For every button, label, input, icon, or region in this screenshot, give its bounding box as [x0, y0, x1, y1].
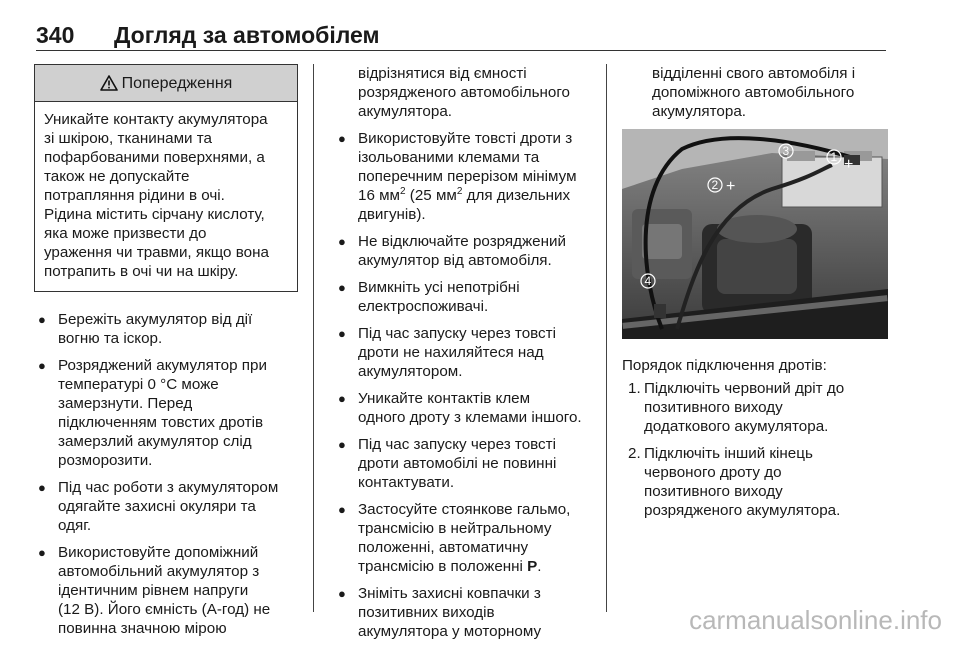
step-number: 1. [628, 380, 641, 397]
column-1 [34, 64, 298, 646]
bullet-dot: ● [38, 358, 46, 373]
callout-2: 2 [711, 178, 719, 192]
connection-steps [622, 379, 892, 520]
list-item: ● Зніміть захисні ковпачки з позитивних виходів акумулятора у моторному [338, 585, 542, 640]
warning-triangle-icon [100, 75, 118, 91]
warning-line: Рідина містить сірчану кислоту, [44, 206, 265, 223]
warning-box [34, 64, 298, 292]
list-item: ● Уникайте контактів клем одного дроту з клемами іншого. [338, 390, 582, 426]
list-item: ● Вимкніть усі непотрібні електроспоживачі. [338, 279, 520, 315]
engine-bay-jumpstart-photo [622, 129, 888, 339]
warning-line: пофарбованими поверхнями, а [44, 149, 265, 166]
warning-line: також не допускайте [44, 168, 190, 185]
warning-heading: Попередження [121, 74, 233, 92]
bullet-dot: ● [338, 437, 346, 452]
warning-line: потрапляння рідини в очі. [44, 187, 225, 204]
bullet-dot: ● [338, 391, 346, 406]
column-divider-1 [313, 64, 314, 612]
col1-bullet-list [34, 310, 298, 638]
bullet-dot: ● [38, 312, 46, 327]
list-item: ● Не відключайте розряджений акумулятор від автомобіля. [338, 233, 566, 269]
callout-1: 1 [830, 150, 838, 164]
bullet-dot: ● [38, 480, 46, 495]
list-item: ● Під час роботи з акумулятором одягайте захисні окуляри та одяг. [38, 479, 279, 534]
column-2 [334, 64, 604, 649]
col2-lead: відрізнятися від ємності розрядженого автомобільного акумулятора. [358, 65, 570, 120]
column-divider-2 [606, 64, 607, 612]
step-number: 2. [628, 445, 641, 462]
column-3 [622, 64, 892, 528]
list-item: 2. Підключіть інший кінець червоного дроту до позитивного виходу розрядженого акумулятора. [628, 445, 841, 519]
callout-4: 4 [644, 274, 652, 288]
warning-line: потрапить в очі чи на шкіру. [44, 263, 239, 280]
warning-header [35, 65, 297, 102]
gear-position-p: P [527, 558, 538, 575]
list-item: 1. Підключіть червоний дріт до позитивного виходу додаткового акумулятора. [628, 380, 845, 435]
list-item: ● Бережіть акумулятор від дії вогню та іскор. [38, 311, 253, 347]
plus-sign: + [726, 178, 736, 195]
bullet-dot: ● [338, 502, 346, 517]
header-rule [36, 50, 886, 51]
list-item: ● Використовуйте допоміжний автомобільний акумулятор з ідентичним рівнем напруги (12 В). Його ємність (А-год) не повинна значною мірою [38, 544, 271, 637]
warning-line: яка може призвести до [44, 225, 207, 242]
bullet-dot: ● [338, 234, 346, 249]
connection-heading: Порядок підключення дротів: [622, 357, 827, 374]
bullet-dot: ● [338, 326, 346, 341]
list-item: ● Використовуйте товсті дроти з ізольованими клемами та поперечним перерізом мінімум 16 $мм^2$ (25 $мм^2$ для дизельних двигунів). [338, 130, 577, 223]
warning-body [35, 102, 297, 291]
warning-line: зі шкірою, тканинами та [44, 130, 212, 147]
list-item: ● Розряджений акумулятор при температурі 0 °C може замерзнути. Перед підключенням товстих дротів замерзлий акумулятор слід розморозити. [38, 357, 267, 469]
list-item: ● Під час запуску через товсті дроти автомобілі не повинні контактувати. [338, 436, 557, 491]
page-title: Догляд за автомобілем [114, 22, 380, 48]
list-item: ● Під час запуску через товсті дроти не нахиляйтеся над акумулятором. [338, 325, 556, 380]
watermark: carmanualsonline.info [689, 605, 942, 635]
warning-line: ураження чи травми, якщо вона [44, 244, 269, 261]
page-number: 340 [36, 22, 75, 48]
warning-line: Уникайте контакту акумулятора [44, 111, 268, 128]
list-item: ● Застосуйте стоянкове гальмо, трансмісію в нейтральному положенні, автоматичну трансмісію в положенні P. [338, 501, 571, 575]
bullet-dot: ● [38, 545, 46, 560]
col2-bullet-list [334, 129, 604, 641]
callout-3: 3 [782, 144, 790, 158]
plus-sign: + [844, 156, 854, 173]
bullet-dot: ● [338, 586, 346, 601]
bullet-dot: ● [338, 280, 346, 295]
bullet-dot: ● [338, 131, 346, 146]
col3-lead: відділенні свого автомобіля і допоміжного автомобільного акумулятора. [652, 65, 856, 120]
